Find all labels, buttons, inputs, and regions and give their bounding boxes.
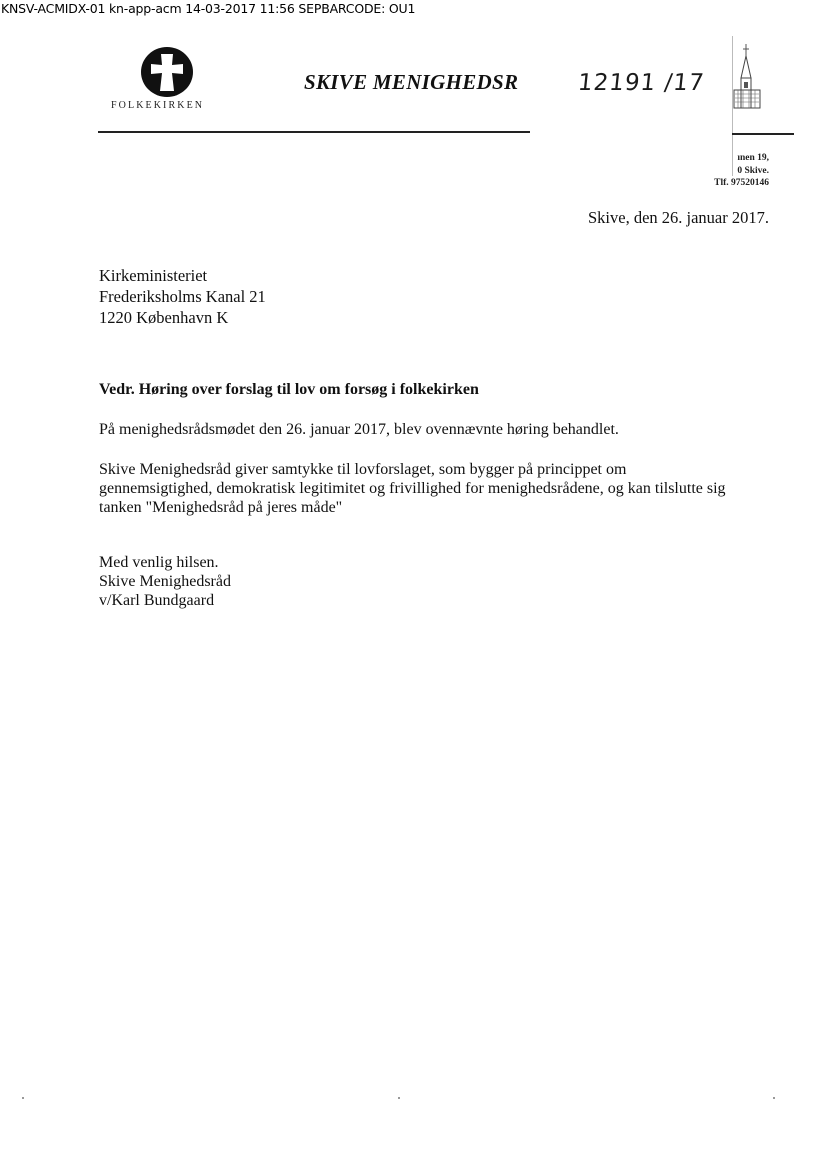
closing-block	[99, 553, 231, 610]
fax-header: KNSV-ACMIDX-01 kn-app-acm 14-03-2017 11:56 SEPBARCODE: OU1	[1, 1, 416, 16]
journal-number: 12191 /17	[576, 70, 706, 96]
logo-text: FOLKEKIRKEN	[111, 100, 205, 111]
letterhead-title: SKIVE MENIGHEDSR	[304, 70, 519, 94]
letterhead-rule	[98, 131, 530, 133]
letterhead-rule-right	[732, 133, 794, 135]
scan-speck	[773, 1097, 775, 1099]
cross-in-circle-icon	[140, 46, 194, 98]
paragraph-2-line: gennemsigtighed, demokratisk legitimitet og frivillighed for menighedsrådene, og kan tilslutte sig	[99, 480, 726, 497]
contact-address: ınen 19,	[737, 153, 769, 163]
paragraph-2-line: Skive Menighedsråd giver samtykke til lovforslaget, som bygger på princippet om	[99, 461, 627, 478]
church-tower-icon	[732, 42, 762, 114]
paragraph-2	[99, 460, 779, 517]
subject-line: Vedr. Høring over forslag til lov om forsøg i folkekirken	[99, 381, 479, 398]
closing-organization: Skive Menighedsråd	[99, 573, 231, 590]
letterhead-fade	[520, 74, 560, 98]
recipient-address	[99, 265, 266, 328]
closing-greeting: Med venlig hilsen.	[99, 554, 219, 571]
scan-speck	[22, 1097, 24, 1099]
closing-signatory: v/Karl Bundgaard	[99, 592, 215, 609]
contact-block	[714, 152, 769, 190]
contact-city: 0 Skive.	[737, 165, 769, 176]
recipient-city: 1220 København K	[99, 308, 229, 327]
contact-phone: Tlf. 97520146	[714, 178, 769, 188]
letter-date: Skive, den 26. januar 2017.	[587, 208, 769, 227]
recipient-street: Frederiksholms Kanal 21	[99, 287, 266, 306]
paragraph-1: På menighedsrådsmødet den 26. januar 2017, blev ovennævnte høring behandlet.	[99, 421, 619, 438]
paragraph-2-line: tanken "Menighedsråd på jeres måde"	[99, 499, 343, 516]
recipient-name: Kirkeministeriet	[99, 266, 208, 285]
scan-speck	[398, 1097, 400, 1099]
